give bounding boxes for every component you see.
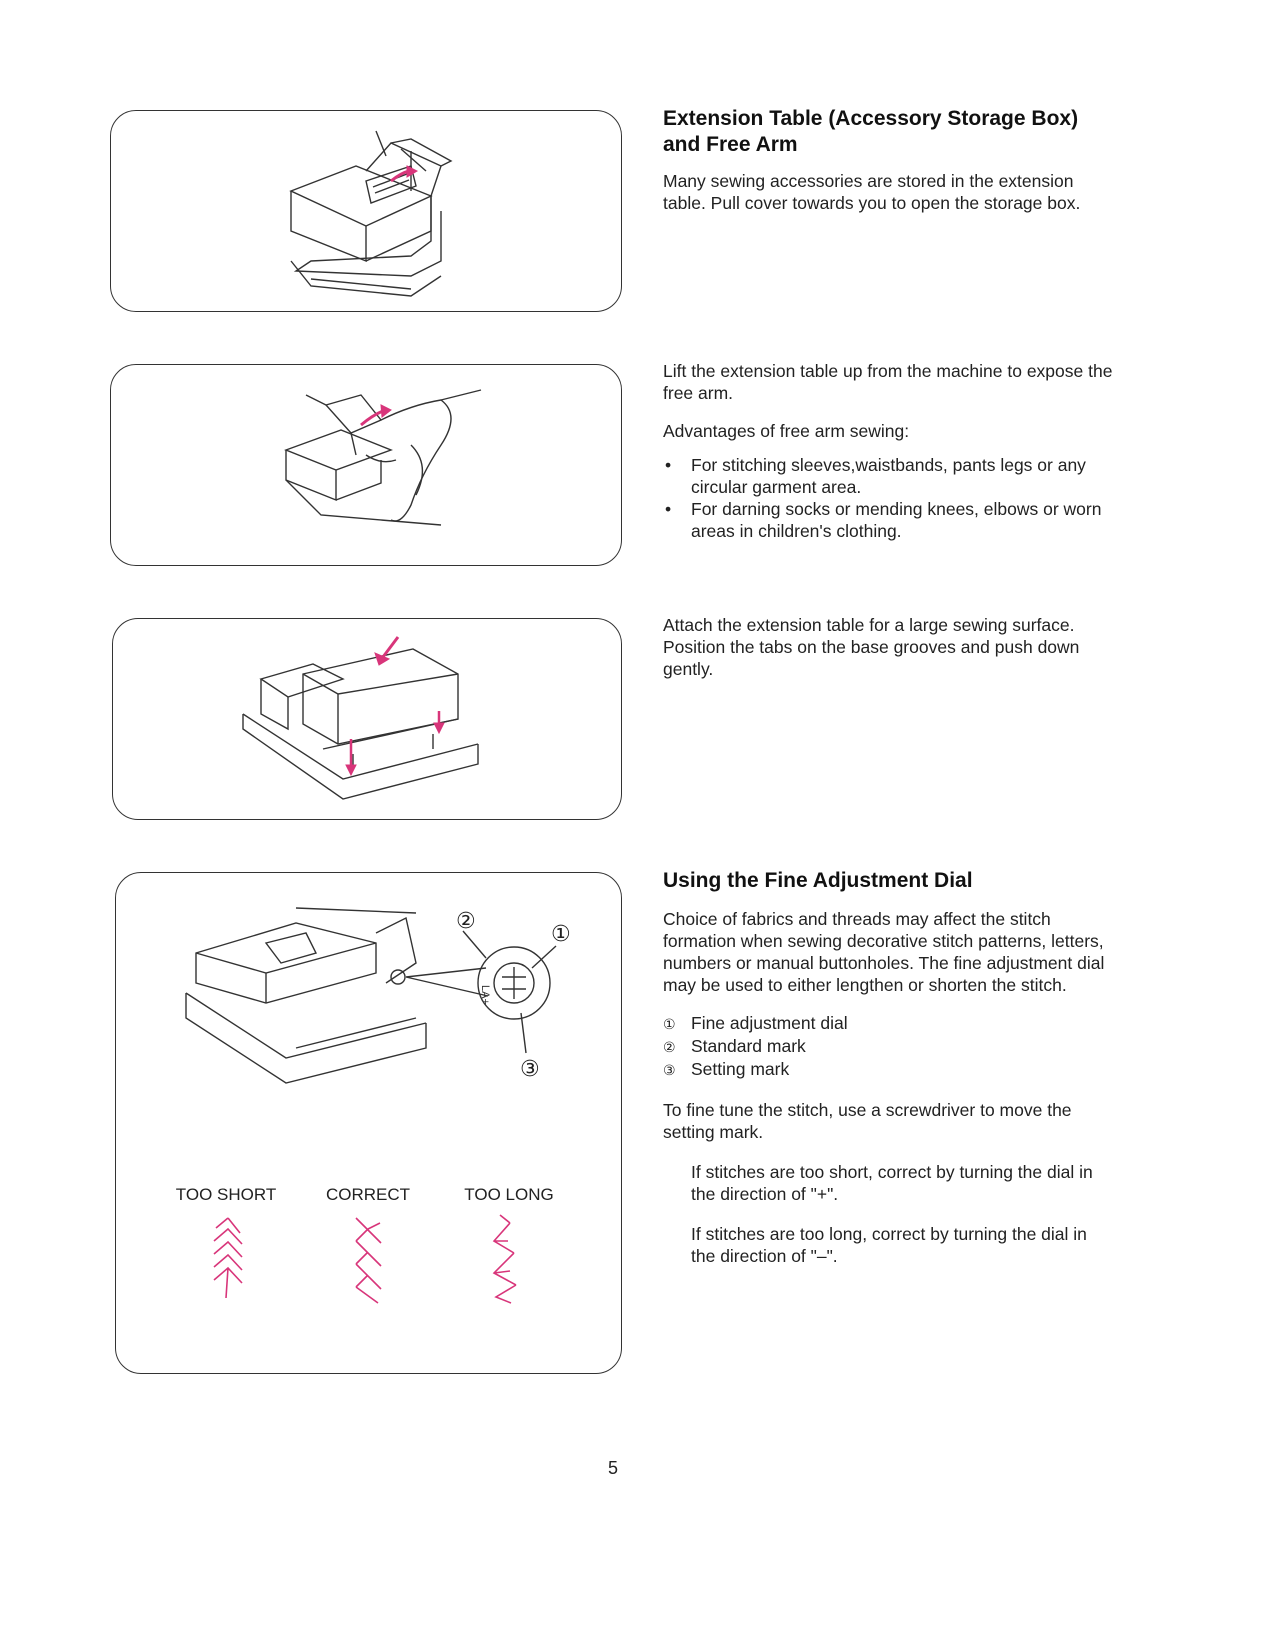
part-number: ③ xyxy=(663,1062,676,1078)
fine-adjustment-paragraph-1: Choice of fabrics and threads may affect the stitch formation when sewing decorative stitch patterns, letters, numbers or manual buttonholes. The fine adjustment dial may be used to either lengthen or shorten the stitch. xyxy=(663,909,1105,995)
callout-3: ③ xyxy=(520,1057,540,1082)
bullet-text: For stitching sleeves,waistbands, pants legs or any circular garment area. xyxy=(691,455,1086,497)
callout-1: ① xyxy=(551,922,571,947)
page-number: 5 xyxy=(607,1458,618,1478)
part-number: ① xyxy=(663,1016,676,1032)
part-number: ② xyxy=(663,1039,676,1055)
dial-parts-list xyxy=(663,1012,1113,1081)
figure-free-arm xyxy=(110,364,622,566)
part-label: Fine adjustment dial xyxy=(691,1013,848,1033)
title-line-1: Extension Table (Accessory Storage Box) xyxy=(663,107,1079,130)
title-line-2: and Free Arm xyxy=(663,133,798,156)
part-label: Standard mark xyxy=(691,1036,806,1056)
figure-extension-table-storage xyxy=(110,110,622,312)
free-arm-paragraph-1: Lift the extension table up from the machine to expose the free arm. xyxy=(663,361,1113,403)
part-label: Setting mark xyxy=(691,1059,790,1079)
illustration-attach-table xyxy=(113,619,621,819)
list-item xyxy=(663,1058,1113,1081)
storage-box-paragraph: Many sewing accessories are stored in the extension table. Pull cover towards you to open the storage box. xyxy=(663,171,1081,213)
bullet-icon: • xyxy=(665,499,672,519)
stitch-samples xyxy=(214,1215,516,1303)
stitch-too-short xyxy=(214,1218,242,1298)
label-correct: CORRECT xyxy=(325,1185,411,1204)
list-item xyxy=(663,1035,1113,1058)
storage-box-text xyxy=(663,170,1113,226)
figure-attach-extension-table xyxy=(112,618,622,820)
illustration-free-arm xyxy=(111,365,621,565)
section-attach-table xyxy=(663,614,1113,692)
stitch-correct xyxy=(356,1218,381,1303)
list-item xyxy=(663,1012,1113,1035)
label-too-short: TOO SHORT xyxy=(175,1185,277,1204)
callout-2: ② xyxy=(456,909,476,934)
fine-adjustment-text xyxy=(663,908,1113,1279)
illustration-fine-adjustment-dial xyxy=(116,873,621,1373)
fine-adjustment-paragraph-2: To fine tune the stitch, use a screwdriver to move the setting mark. xyxy=(663,1100,1072,1142)
stitch-too-long xyxy=(494,1215,516,1303)
section-title-fine-adjustment: Using the Fine Adjustment Dial xyxy=(663,869,973,892)
free-arm-advantages-list xyxy=(663,454,1113,542)
list-item xyxy=(663,454,1113,498)
section-free-arm xyxy=(663,360,1113,542)
attach-table-paragraph: Attach the extension table for a large sewing surface. Position the tabs on the base grooves and push down gently. xyxy=(663,615,1080,679)
figure-fine-adjustment-dial xyxy=(115,872,622,1374)
list-item xyxy=(663,498,1113,542)
fine-adjustment-paragraph-4: If stitches are too long, correct by turning the dial in the direction of "–". xyxy=(691,1224,1087,1266)
label-too-long: TOO LONG xyxy=(464,1185,554,1204)
section-title-extension-table xyxy=(663,106,1133,158)
dial-text: LA+ xyxy=(479,985,491,1005)
bullet-icon: • xyxy=(665,455,672,475)
illustration-storage-box xyxy=(111,111,621,311)
free-arm-paragraph-2: Advantages of free arm sewing: xyxy=(663,421,910,441)
bullet-text: For darning socks or mending knees, elbows or worn areas in children's clothing. xyxy=(691,499,1102,541)
fine-adjustment-paragraph-3: If stitches are too short, correct by turning the dial in the direction of "+". xyxy=(691,1162,1093,1204)
